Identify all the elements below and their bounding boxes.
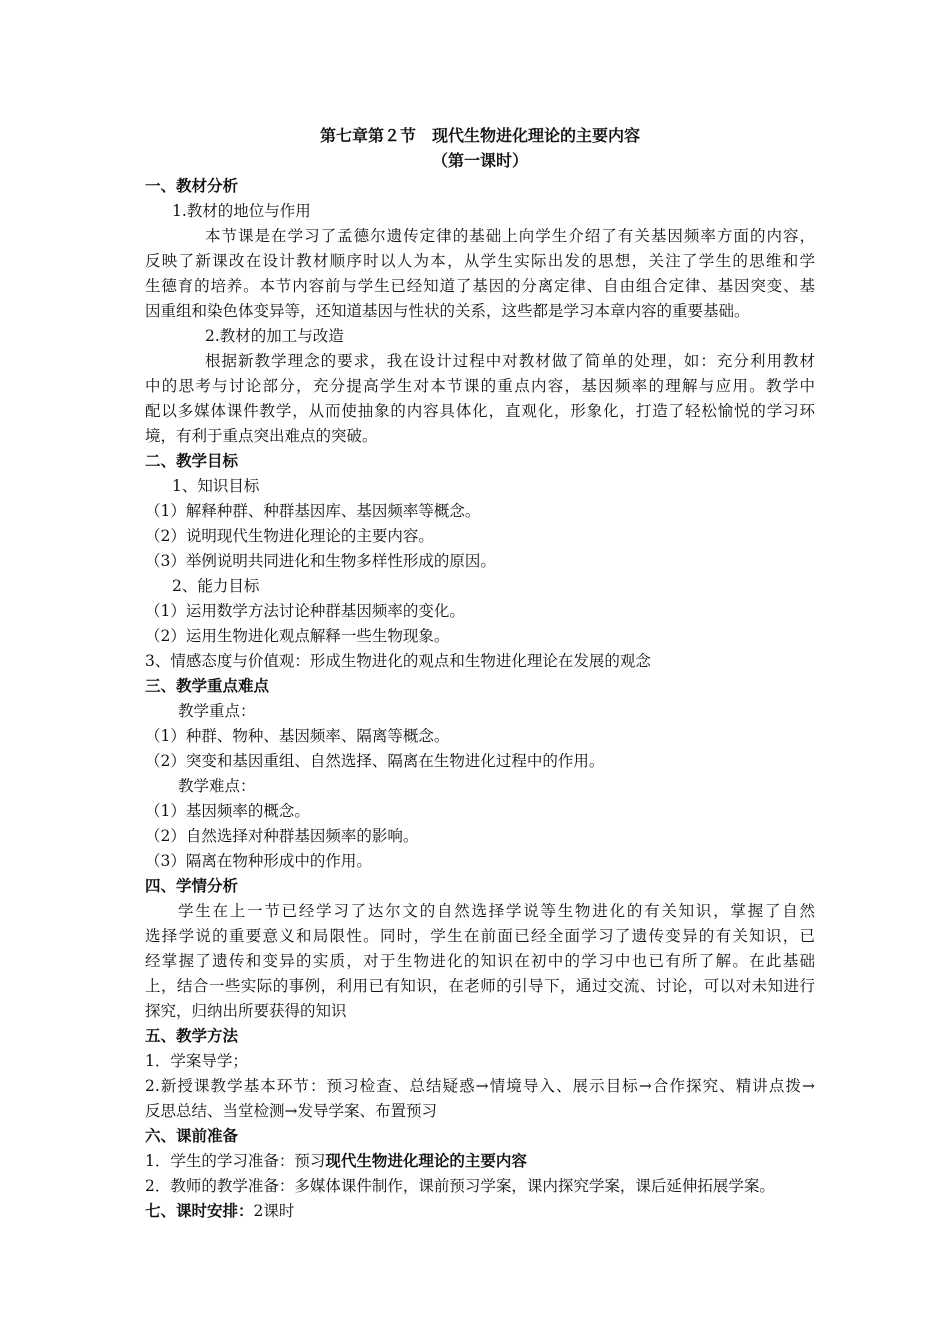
paragraph-line: 探究，归纳出所要获得的知识 xyxy=(145,1002,347,1020)
paragraph-line: 学生在上一节已经学习了达尔文的自然选择学说等生物进化的有关知识，掌握了自然 xyxy=(178,902,815,920)
paragraph-line: 因重组和染色体变异等，还知道基因与性状的关系，这些都是学习本章内容的重要基础。 xyxy=(145,302,750,320)
prep-student-topic: 现代生物进化理论的主要内容 xyxy=(325,1152,527,1170)
list-item: （2）突变和基因重组、自然选择、隔离在生物进化过程中的作用。 xyxy=(145,752,605,770)
section-heading-4: 四、学情分析 xyxy=(145,877,239,895)
list-item: （1）解释种群、种群基因库、基因频率等概念。 xyxy=(145,502,481,520)
paragraph-line: 上，结合一些实际的事例，利用已有知识，在老师的引导下，通过交流、讨论，可以对未知进行 xyxy=(145,977,815,995)
list-item: 3、情感态度与价值观：形成生物进化的观点和生物进化理论在发展的观念 xyxy=(145,652,651,670)
list-item: 反思总结、当堂检测→发导学案、布置预习 xyxy=(145,1102,437,1120)
paragraph-line: 本节课是在学习了孟德尔遗传定律的基础上向学生介绍了有关基因频率方面的内容， xyxy=(205,227,815,245)
list-item: 2．教师的教学准备：多媒体课件制作，课前预习学案，课内探究学案，课后延伸拓展学案。 xyxy=(145,1177,775,1195)
prep-student-prefix: 1．学生的学习准备：预习 xyxy=(145,1152,326,1170)
subsection-1-1: 1.教材的地位与作用 xyxy=(172,202,311,220)
difficulty-label: 教学难点： xyxy=(178,777,256,795)
section-heading-7 xyxy=(145,1199,815,1223)
document-subtitle: （第一课时） xyxy=(431,151,528,170)
paragraph-line: 选择学说的重要意义和局限性。同时，学生在前面已经全面学习了遗传变异的有关知识，已 xyxy=(145,927,815,945)
list-item: （1）运用数学方法讨论种群基因频率的变化。 xyxy=(145,602,465,620)
section-heading-1: 一、教材分析 xyxy=(145,177,239,195)
section-heading-3: 三、教学重点难点 xyxy=(145,677,270,695)
list-item: 2.新授课教学基本环节：预习检查、总结疑惑→情境导入、展示目标→合作探究、精讲点拨→ xyxy=(145,1077,815,1095)
list-item: （1）种群、物种、基因频率、隔离等概念。 xyxy=(145,727,450,745)
subsection-2-1: 1、知识目标 xyxy=(172,477,260,495)
paragraph-line: 经掌握了遗传和变异的实质，对于生物进化的知识在初中的学习中也已有所了解。在此基础 xyxy=(145,952,815,970)
paragraph-line: 配以多媒体课件教学，从而使抽象的内容具体化，直观化，形象化，打造了轻松愉悦的学习环 xyxy=(145,402,815,420)
subsection-2-2: 2、能力目标 xyxy=(172,577,260,595)
document-title: 第七章第２节 现代生物进化理论的主要内容 xyxy=(319,126,640,145)
list-item: （3）隔离在物种形成中的作用。 xyxy=(145,852,372,870)
paragraph-line: 反映了新课改在设计教材顺序时以人为本，从学生实际出发的思想，关注了学生的思维和学 xyxy=(145,252,815,270)
paragraph-line: 境，有利于重点突出难点的突破。 xyxy=(145,427,378,445)
paragraph-line: 中的思考与讨论部分，充分提高学生对本节课的重点内容，基因频率的理解与应用。教学中 xyxy=(145,377,815,395)
section-heading-5: 五、教学方法 xyxy=(145,1027,239,1045)
list-item: （3）举例说明共同进化和生物多样性形成的原因。 xyxy=(145,552,496,570)
list-item: （1）基因频率的概念。 xyxy=(145,802,310,820)
paragraph-line: 生德育的培养。本节内容前与学生已经知道了基因的分离定律、自由组合定律、基因突变、基 xyxy=(145,277,815,295)
paragraph-line: 根据新教学理念的要求，我在设计过程中对教材做了简单的处理，如：充分利用教材 xyxy=(205,352,815,370)
section-heading-2: 二、教学目标 xyxy=(145,452,239,470)
list-item xyxy=(145,1149,815,1173)
list-item: （2）运用生物进化观点解释一些生物现象。 xyxy=(145,627,450,645)
list-item: （2）说明现代生物进化理论的主要内容。 xyxy=(145,527,434,545)
focus-label: 教学重点： xyxy=(178,702,256,720)
subsection-1-2: 2.教材的加工与改造 xyxy=(205,327,344,345)
schedule-label: 七、课时安排： xyxy=(145,1202,254,1220)
list-item: （2）自然选择对种群基因频率的影响。 xyxy=(145,827,419,845)
section-heading-6: 六、课前准备 xyxy=(145,1127,239,1145)
list-item: 1．学案导学； xyxy=(145,1052,248,1070)
schedule-value: 2课时 xyxy=(253,1202,295,1220)
